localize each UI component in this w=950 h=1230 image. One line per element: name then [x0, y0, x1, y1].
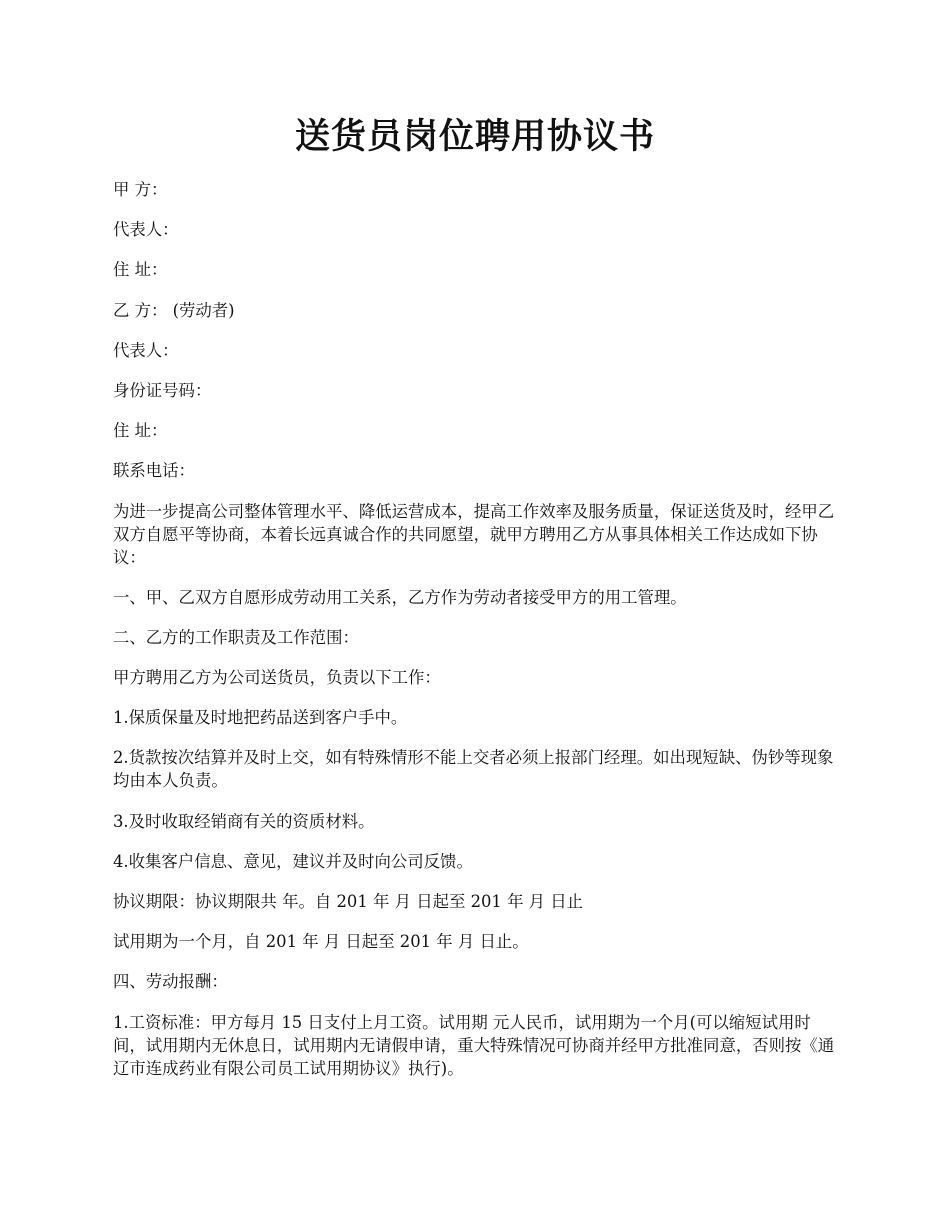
document-body	[113, 178, 843, 1097]
clause-1: 一、甲、乙双方自愿形成劳动用工关系，乙方作为劳动者接受甲方的用工管理。	[113, 587, 687, 607]
party-a-representative: 代表人：	[113, 220, 179, 240]
party-a-label: 甲 方：	[113, 180, 168, 199]
duty-item-2: 2.货款按次结算并及时上交，如有特殊情形不能上交者必须上报部门经理。如出现短缺、伪钞等现象均由本人负责。	[113, 748, 834, 791]
clause-2-intro: 甲方聘用乙方为公司送货员，负责以下工作：	[113, 668, 441, 688]
party-b-phone: 联系电话：	[113, 461, 195, 481]
preamble-paragraph: 为进一步提高公司整体管理水平、降低运营成本，提高工作效率及服务质量，保证送货及时，经甲乙双方自愿平等协商，本着长远真诚合作的共同愿望，就甲方聘用乙方从事具体相关工作达成如下协议：	[113, 501, 835, 567]
duty-item-4: 4.收集客户信息、意见，建议并及时向公司反馈。	[113, 851, 473, 871]
probation-period: 试用期为一个月，自 201 年 月 日起至 201 年 月 日止。	[113, 932, 529, 952]
agreement-term: 协议期限：协议期限共 年。自 201 年 月 日起至 201 年 月 日止	[113, 892, 584, 911]
duty-item-3: 3.及时收取经销商有关的资质材料。	[113, 811, 375, 831]
duty-item-1: 1.保质保量及时地把药品送到客户手中。	[113, 708, 408, 728]
party-b-id-number: 身份证号码：	[113, 380, 212, 400]
party-a-address: 住 址：	[113, 260, 168, 280]
clause-4-heading: 四、劳动报酬：	[113, 972, 228, 992]
clause-2-heading: 二、乙方的工作职责及工作范围：	[113, 627, 359, 647]
salary-standard: 1.工资标准：甲方每月 15 日支付上月工资。试用期 元人民币，试用期为一个月(可以缩短试用时间，试用期内无休息日，试用期内无请假申请，重大特殊情况可协商并经甲方批准同意，否则按《通辽市连成药业有限公司员工试用期协议》执行)。	[113, 1012, 835, 1078]
party-b-address: 住 址：	[113, 421, 168, 441]
party-b-label: 乙 方： (劳动者)	[113, 300, 235, 320]
party-b-representative: 代表人：	[113, 340, 179, 360]
document-title: 送货员岗位聘用协议书	[294, 116, 655, 157]
